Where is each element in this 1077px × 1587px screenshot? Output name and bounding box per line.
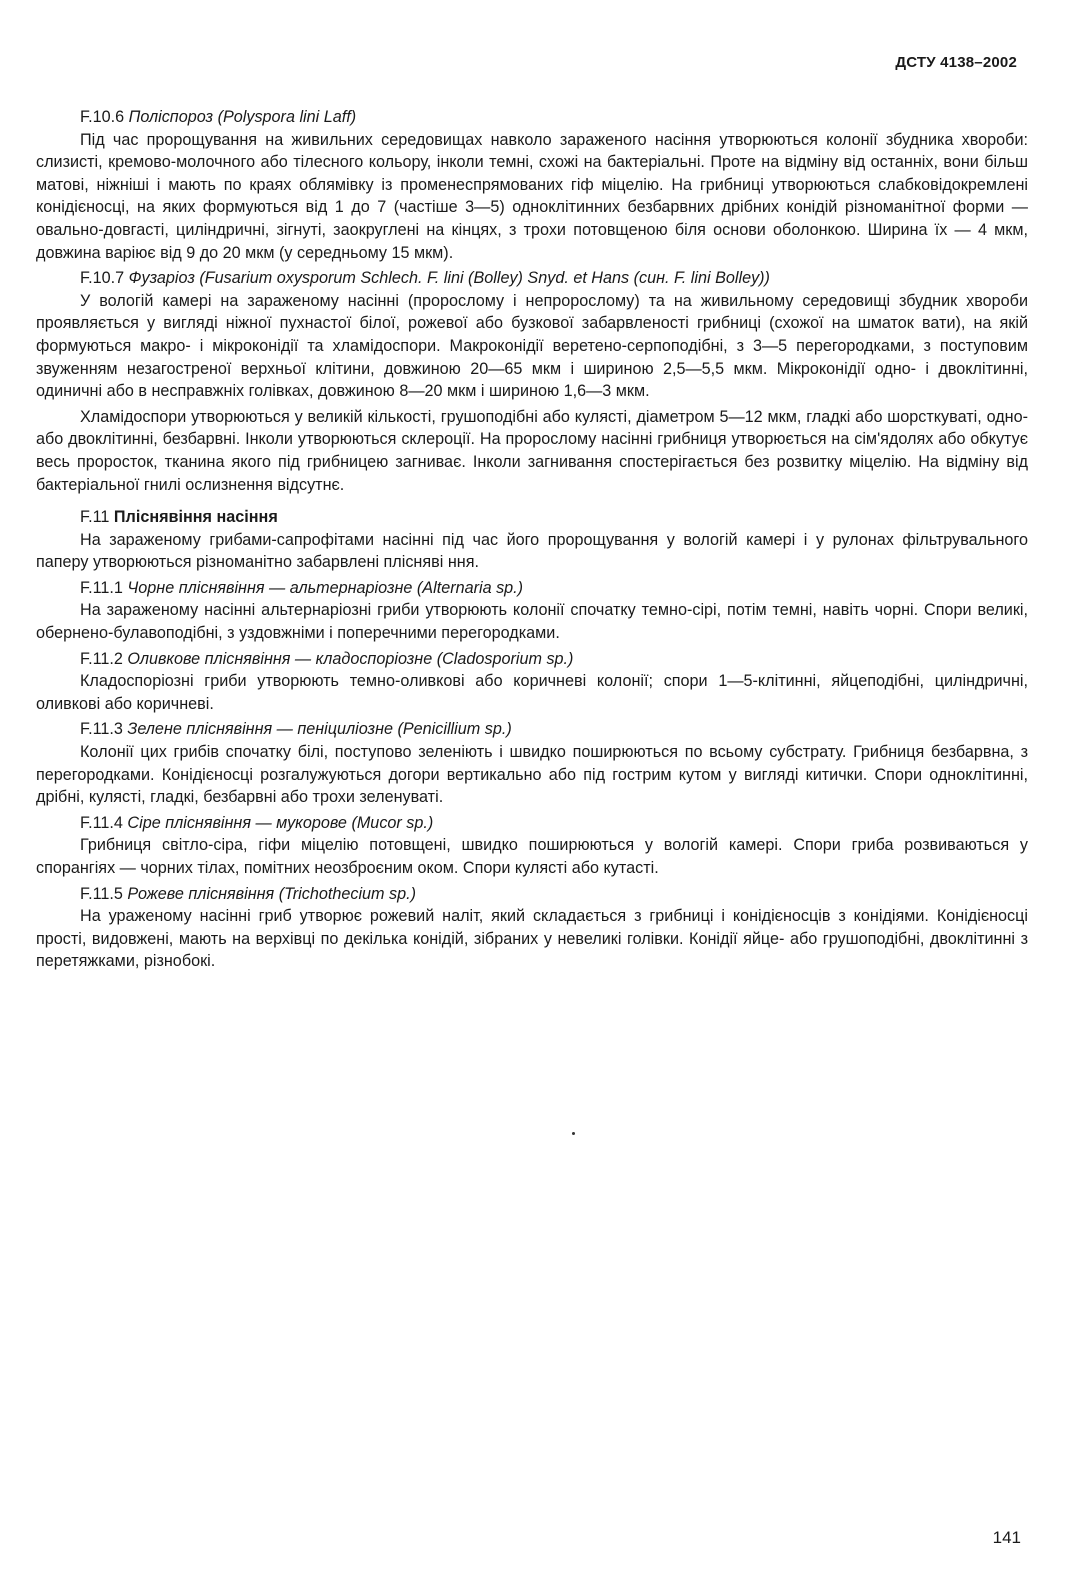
section-paragraph: Кладоспоріозні гриби утворюють темно-оливкові або коричневі колонії; спори 1—5-клітинні, яйцеподібні, циліндричні, оливкові або коричневі. (36, 672, 1028, 713)
page-number: 141 (992, 1528, 1021, 1547)
section-heading (80, 577, 1028, 600)
section-latin-name: (Cladosporium sp.) (436, 649, 574, 668)
section-title: Поліспороз (128, 108, 214, 126)
section-title: Зелене пліснявіння — пеніциліозне (127, 720, 393, 739)
section-number: F.10.7 (80, 269, 125, 288)
section-paragraph: Під час пророщування на живильних середовищах навколо зараженого насіння утворюються колонії збудника хвороби: слизисті, кремово-молочного або тілесного кольору, інколи темні, схожі на бактеріальні. Проте на відміну від останніх, вони більш матові, ніжніші і мають по краях облямівку із променеспрямованих гіф міцелію. На грибниці утворюються слабковідокремлені конідієносці, на яких формуються від 1 до 7 (частіше 3—5) одноклітинних безбарвних дрібних конідій різноманітної форми — овально-довгасті, циліндричні, зігнуті, заокруглені на кінцях, з трохи потовщеною біля основи оболонкою. Ширина їх — 4 мкм, довжина варіює від 9 до 20 мкм (у середньому 15 мкм). (36, 130, 1028, 262)
section-title: Сіре пліснявіння — мукорове (127, 813, 347, 832)
section-f-10-6 (36, 106, 1028, 264)
section-number: F.11 (80, 508, 110, 527)
scan-speck-mark (572, 1132, 575, 1135)
section-number: F.11.5 (80, 884, 123, 903)
section-paragraph: Грибниця світло-сіра, гіфи міцелію потовщені, швидко поширюються у вологій камері. Спори гриба розвиваються у спорангіях — чорних тілах, помітних неозброєним оком. Спори кулясті або кутасті. (36, 836, 1028, 877)
section-title: Рожеве пліснявіння (127, 884, 275, 903)
section-latin-name: (Mucor sp.) (351, 813, 434, 832)
section-number: F.11.4 (80, 813, 123, 832)
section-latin-name: (Fusarium oxysporum Schlech. F. lini (Bolley) Snyd. et Hans (син. F. lini Bolley)) (199, 269, 770, 288)
section-f-11-1 (36, 577, 1028, 645)
section-f-11-3 (36, 718, 1028, 808)
section-f-11 (36, 506, 1028, 574)
section-heading (80, 506, 1028, 529)
section-latin-name: (Penicillium sp.) (397, 720, 512, 739)
section-f-11-5 (36, 883, 1028, 973)
section-latin-name: (Polyspora lini Laff) (217, 108, 357, 126)
section-f-11-2 (36, 648, 1028, 716)
section-f-11-4 (36, 812, 1028, 880)
section-title: Оливкове пліснявіння — кладоспоріозне (127, 649, 433, 668)
section-number: F.11.2 (80, 649, 123, 668)
section-number: F.11.3 (80, 720, 123, 739)
document-code-header: ДСТУ 4138–2002 (895, 54, 1017, 71)
section-title: Чорне пліснявіння — альтернаріозне (127, 578, 413, 597)
section-title: Пліснявіння насіння (113, 508, 278, 527)
section-heading (80, 648, 1028, 671)
section-title: Фузаріоз (128, 269, 195, 288)
section-heading (80, 718, 1028, 741)
section-latin-name: (Alternaria sp.) (416, 578, 524, 597)
section-heading (80, 812, 1028, 835)
section-paragraph: Хламідоспори утворюються у великій кількості, грушоподібні або кулясті, діаметром 5—12 мкм, гладкі або шорсткуваті, одно- або двоклітинні, безбарвні. Інколи утворюються склероції. На пророслому насінні грибниця утворюється на сім'ядолях або обкутує весь проросток, тканина якого під грибницею загниває. Інколи загнивання спостерігається без розвитку міцелію. На відміну від бактеріальної гнилі ослизнення відсутнє. (36, 407, 1028, 494)
section-f-10-7 (36, 267, 1028, 496)
section-paragraph: На зараженому грибами-сапрофітами насінні під час його пророщування у вологій камері і у рулонах фільтрувального паперу утворюються різноманітно забарвлені плісняві ння. (36, 530, 1028, 572)
section-heading (80, 106, 1028, 129)
section-latin-name: (Trichothecium sp.) (278, 884, 417, 903)
section-paragraph: У вологій камері на зараженому насінні (пророслому і непророслому) та на живильному середовищі збудник хвороби проявляється у вигляді ніжної пухнастої білої, рожевої або бузкової забарвленості грибниці (схожої на шматок вати), на якій формуються макро- і мікроконідії та хламідоспори. Макроконідії веретено-серпоподібні, з 3—5 перегородками, з поступовим звуженням незагостреної верхньої клітини, довжиною 20—65 мкм і шириною 2,5—5,5 мкм. Мікроконідії одно- і двоклітинні, одиничні або в несправжніх голівках, довжиною 8—20 мкм і шириною 1,6—3 мкм. (36, 291, 1028, 401)
section-heading (80, 267, 1028, 290)
section-number: F.10.6 (80, 108, 125, 126)
section-heading (80, 883, 1028, 906)
section-paragraph: Колонії цих грибів спочатку білі, поступово зеленіють і швидко поширюються по всьому субстрату. Грибниця безбарвна, з перегородками. Конідієносці розгалужуються догори вертикально або під гострим кутом у вигляді китички. Спори одноклітинні, дрібні, кулясті, гладкі, безбарвні або трохи зеленуваті. (36, 743, 1028, 807)
document-body (36, 104, 1028, 976)
section-paragraph: На зараженому насінні альтернаріозні гриби утворюють колонії спочатку темно-сірі, потім темні, навіть чорні. Спори великі, обернено-булавоподібні, з уздовжніми і поперечними перегородками. (36, 601, 1028, 643)
section-paragraph: На ураженому насінні гриб утворює рожевий наліт, який складається з грибниці і конідієносців з конідіями. Конідієносці прості, видовжені, мають на верхівці по декілька конідій, зібраних у невеликі голівки. Конідії яйце- або грушоподібні, двоклітинні з перетяжками, різнобокі. (36, 907, 1028, 971)
section-number: F.11.1 (80, 578, 123, 597)
